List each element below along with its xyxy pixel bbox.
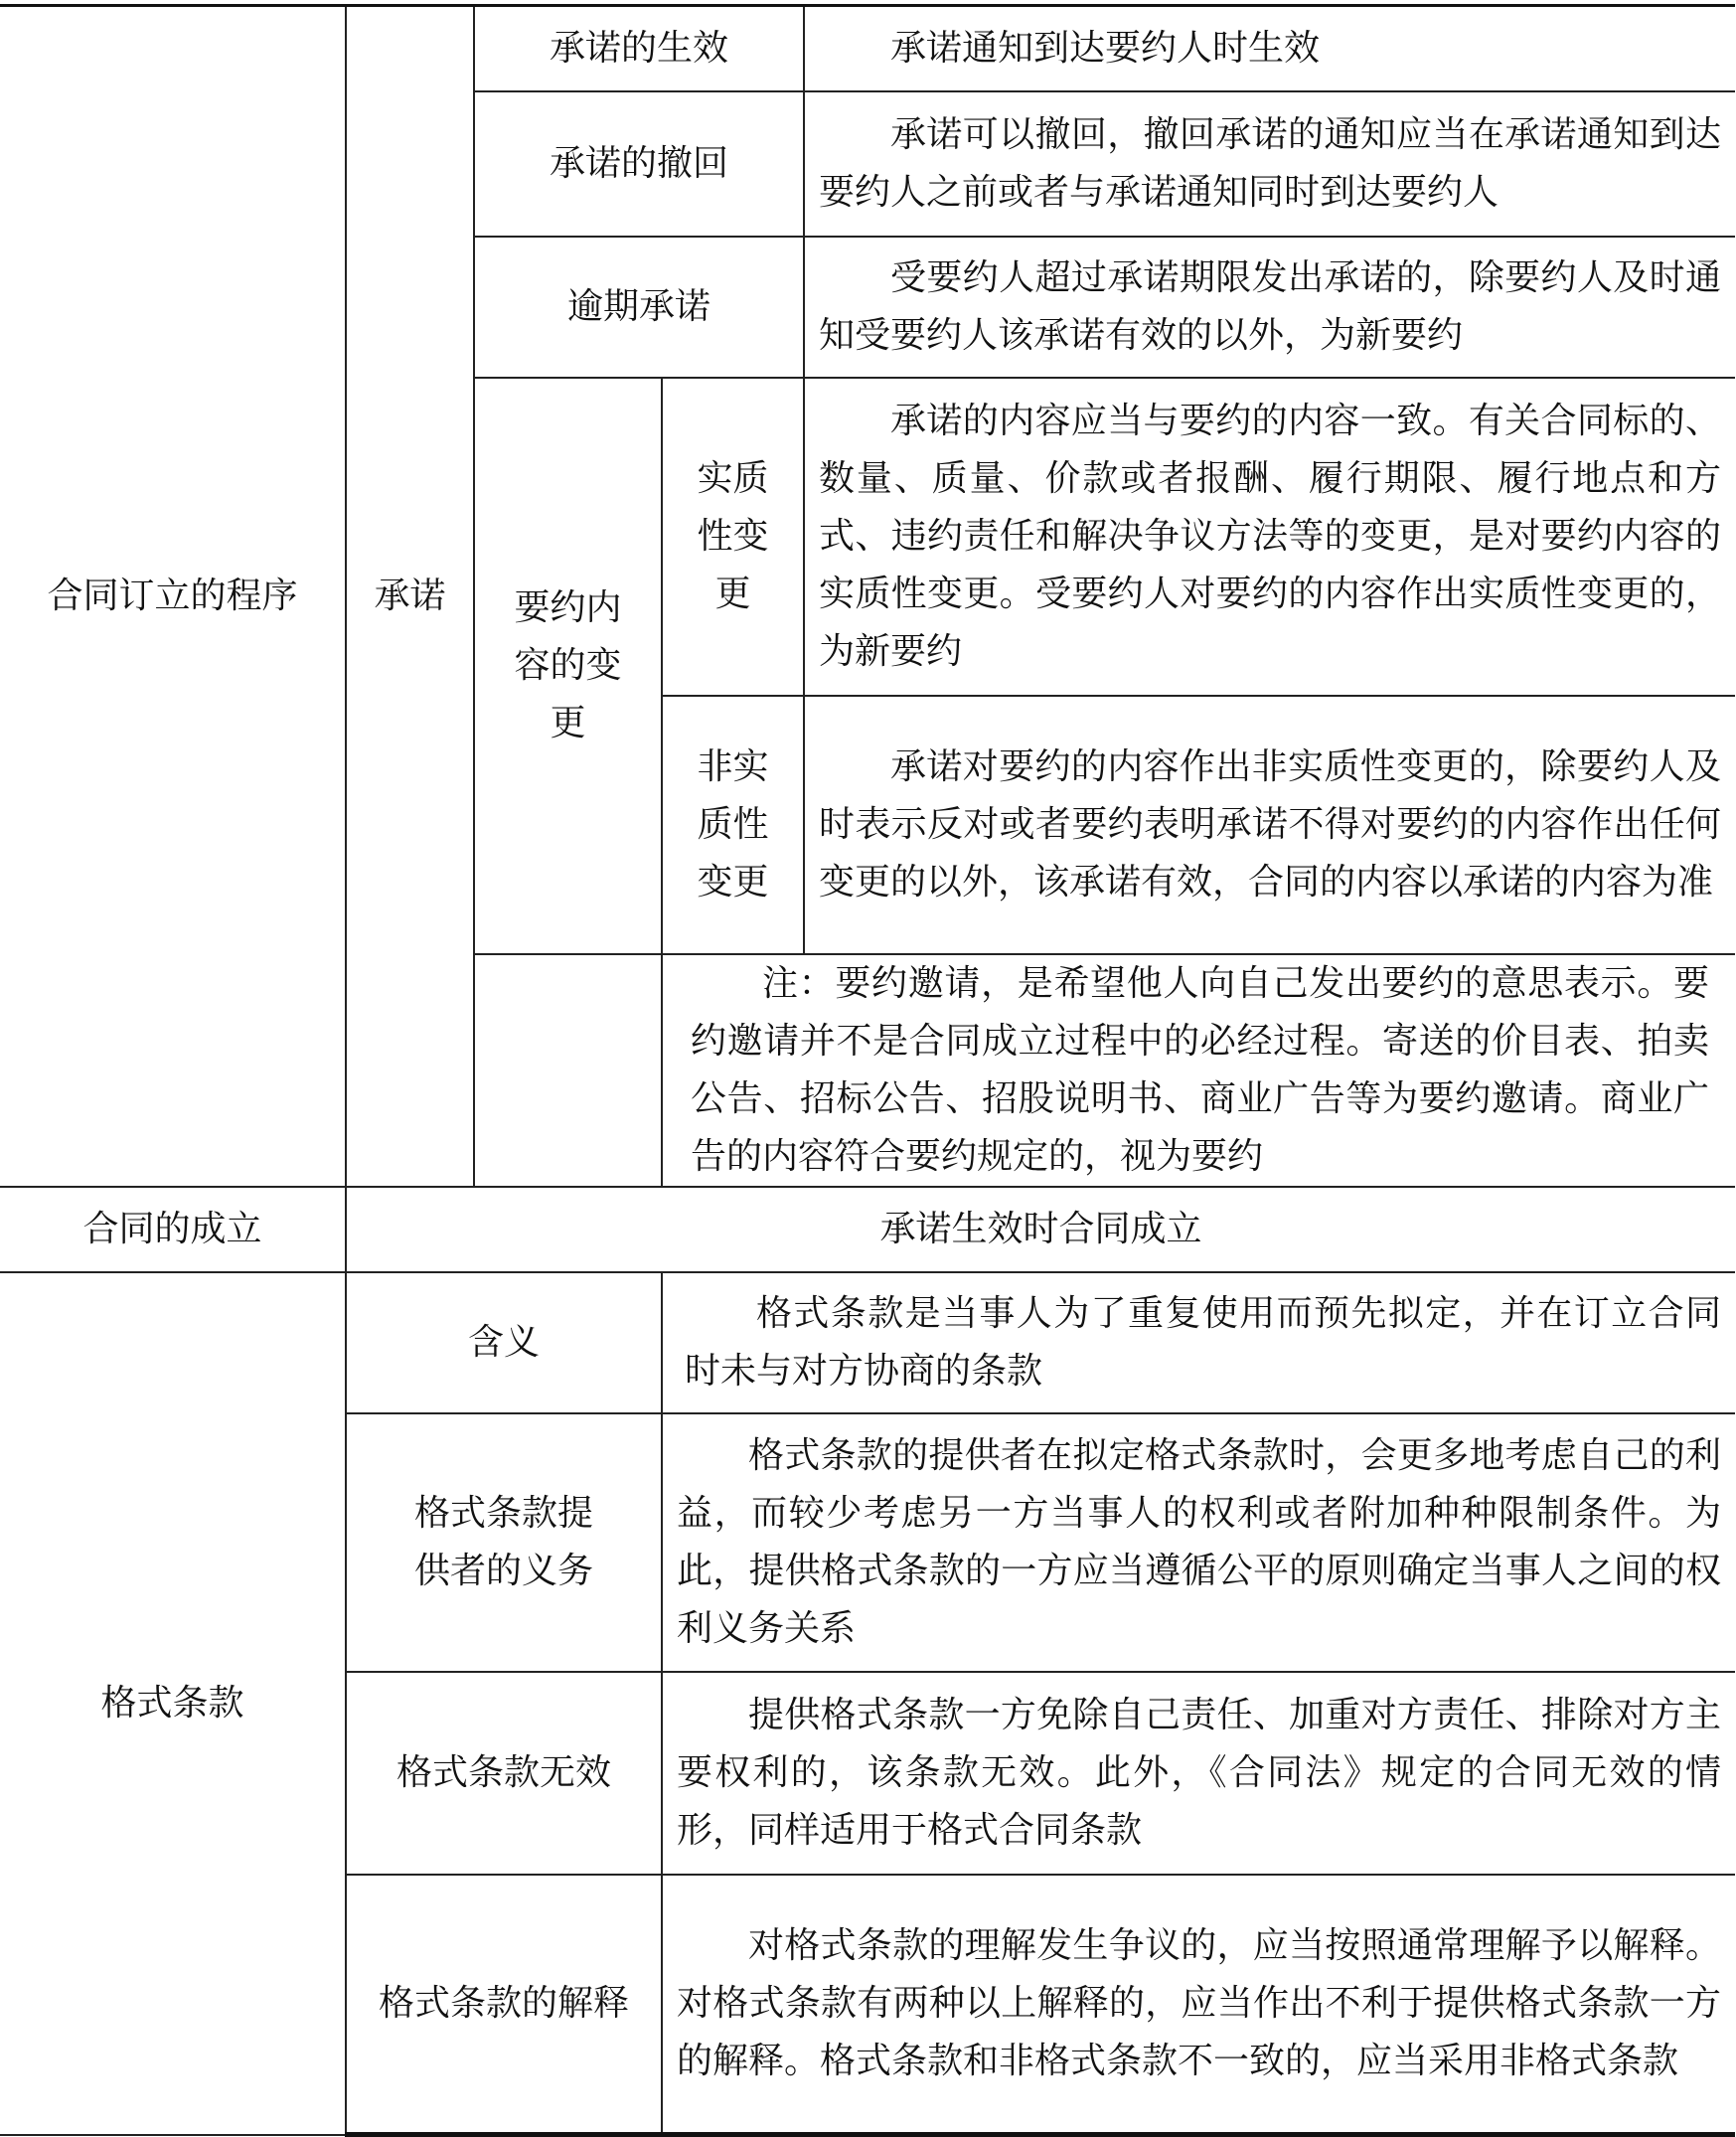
term-cell: 承诺的生效 xyxy=(474,6,804,91)
section-label-formation: 合同的成立 xyxy=(0,1187,346,1272)
description-cell: 承诺可以撤回，撤回承诺的通知应当在承诺通知到达要约人之前或者与承诺通知同时到达要约人 xyxy=(804,91,1735,237)
description-cell: 受要约人超过承诺期限发出承诺的，除要约人及时通知受要约人该承诺有效的以外，为新要约 xyxy=(804,237,1735,378)
term-cell: 实质性变更 xyxy=(662,378,804,696)
section-label-standard-terms: 格式条款 xyxy=(0,1272,346,2135)
description-cell: 对格式条款的理解发生争议的，应当按照通常理解予以解释。对格式条款有两种以上解释的，应当作出不利于提供格式条款一方的解释。格式条款和非格式条款不一致的，应当采用非格式条款 xyxy=(662,1875,1735,2135)
term-cell: 非实质性变更 xyxy=(662,696,804,954)
description-cell: 承诺的内容应当与要约的内容一致。有关合同标的、数量、质量、价款或者报酬、履行期限、履行地点和方式、违约责任和解决争议方法等的变更，是对要约内容的实质性变更。受要约人对要约的内容作出实质性变更的，为新要约 xyxy=(804,378,1735,696)
term-cell: 格式条款提供者的义务 xyxy=(346,1413,662,1672)
term-cell: 逾期承诺 xyxy=(474,237,804,378)
section-label-procedure: 合同订立的程序 xyxy=(0,6,346,1187)
description-cell: 格式条款是当事人为了重复使用而预先拟定，并在订立合同时未与对方协商的条款 xyxy=(662,1272,1735,1413)
description-cell: 承诺通知到达要约人时生效 xyxy=(804,6,1735,91)
description-cell: 承诺对要约的内容作出非实质性变更的，除要约人及时表示反对或者要约表明承诺不得对要约的内容作出任何变更的以外，该承诺有效，合同的内容以承诺的内容为准 xyxy=(804,696,1735,954)
subsection-label-acceptance: 承诺 xyxy=(346,6,474,1187)
empty-cell xyxy=(474,954,662,1187)
description-cell: 格式条款的提供者在拟定格式条款时，会更多地考虑自己的利益，而较少考虑另一方当事人的权利或者附加种种限制条件。为此，提供格式条款的一方应当遵循公平的原则确定当事人之间的权利义务关系 xyxy=(662,1413,1735,1672)
formation-desc: 承诺生效时合同成立 xyxy=(346,1187,1735,1272)
term-cell: 承诺的撤回 xyxy=(474,91,804,237)
contract-law-table xyxy=(0,4,1735,2137)
table-row xyxy=(0,1187,1735,1272)
term-cell: 含义 xyxy=(346,1272,662,1413)
description-cell: 提供格式条款一方免除自己责任、加重对方责任、排除对方主要权利的，该条款无效。此外，《合同法》规定的合同无效的情形，同样适用于格式合同条款 xyxy=(662,1672,1735,1875)
note-cell: 注：要约邀请，是希望他人向自己发出要约的意思表示。要约邀请并不是合同成立过程中的必经过程。寄送的价目表、拍卖公告、招标公告、招股说明书、商业广告等为要约邀请。商业广告的内容符合要约规定的，视为要约 xyxy=(662,954,1735,1187)
table-row xyxy=(0,6,1735,91)
term-cell: 格式条款无效 xyxy=(346,1672,662,1875)
table-row xyxy=(0,1272,1735,1413)
term-cell: 格式条款的解释 xyxy=(346,1875,662,2135)
change-label: 要约内容的变更 xyxy=(474,378,662,954)
